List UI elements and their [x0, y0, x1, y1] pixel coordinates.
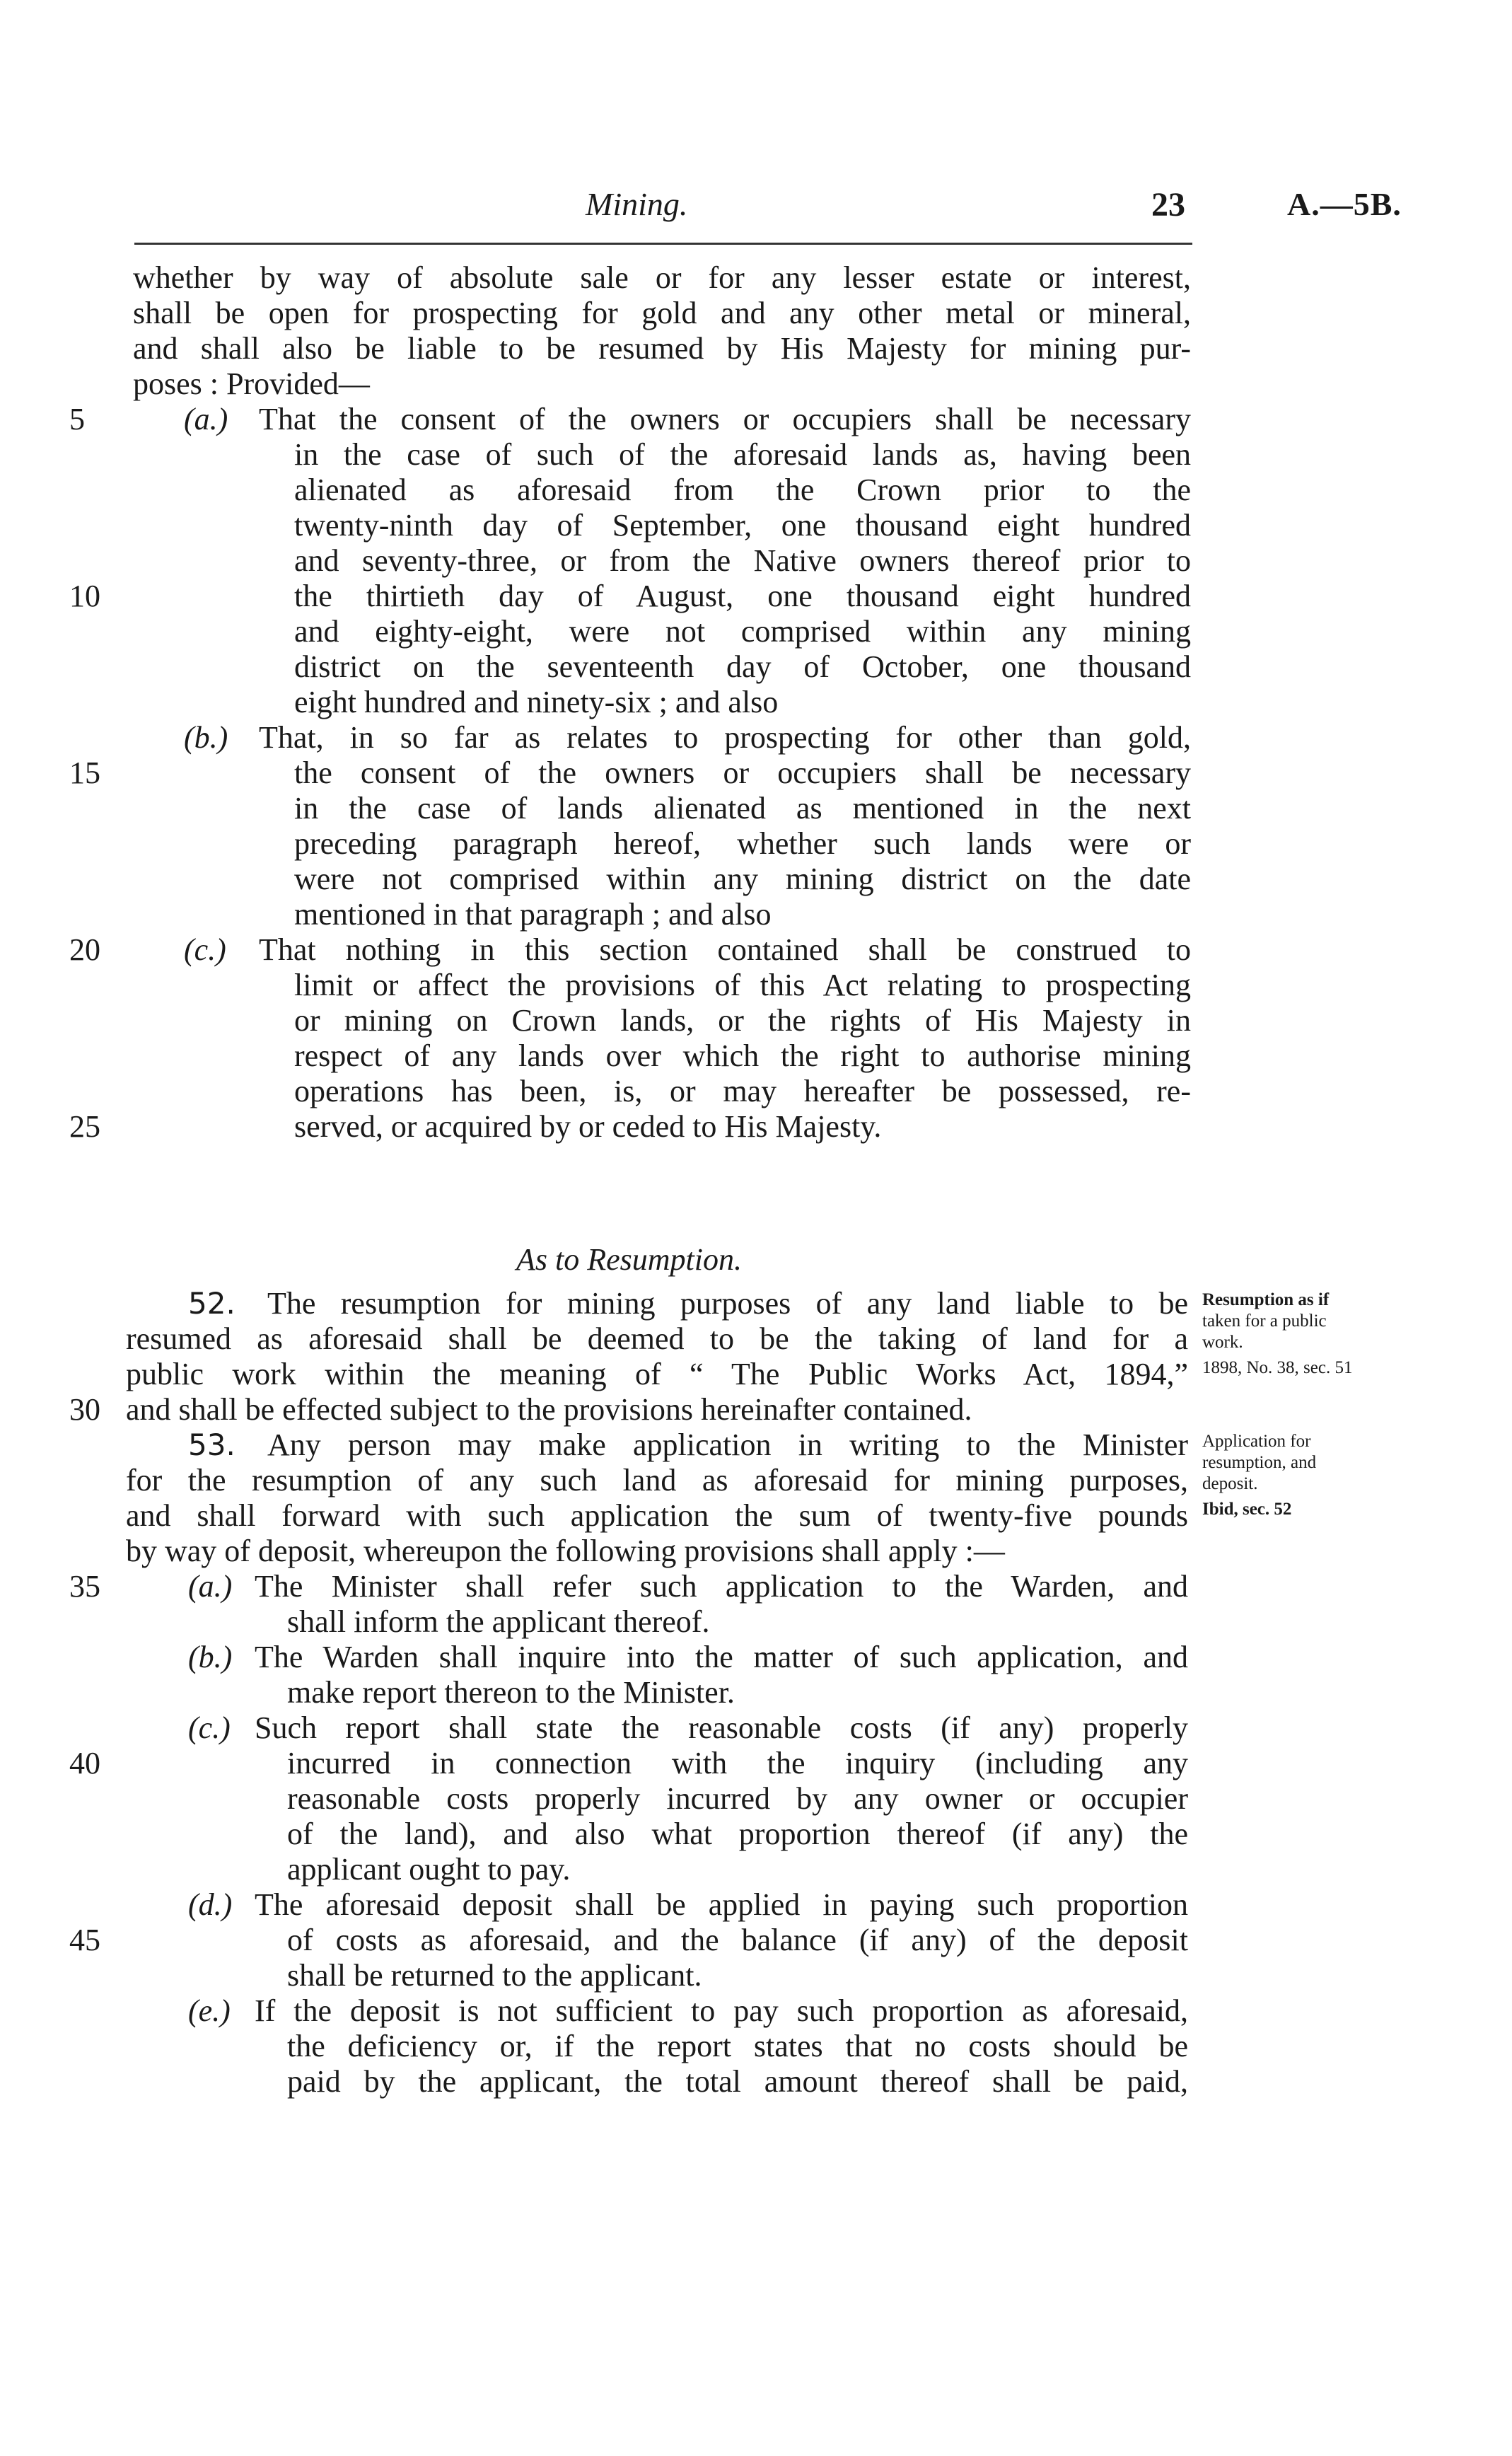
item-label: (c.): [188, 1710, 231, 1745]
text-line: shall be open for prospecting for gold and any other metal or mineral,: [133, 296, 1191, 330]
text-line: The resumption for mining purposes of any land liable to be: [267, 1286, 1188, 1321]
text-line: respect of any lands over which the right to authorise mining: [294, 1038, 1191, 1073]
text-line: eight hundred and ninety-six ; and also: [294, 685, 779, 719]
running-title: Mining.: [586, 186, 688, 222]
text-line: Such report shall state the reasonable costs (if any) properly: [255, 1710, 1188, 1745]
note-line: 1898, No. 38, sec. 51: [1202, 1358, 1353, 1377]
proviso-label: (c.): [184, 932, 226, 967]
text-line: and eighty-eight, were not comprised within any mining: [294, 614, 1191, 649]
line-number: 5: [69, 402, 85, 436]
note-line: Ibid, sec. 52: [1202, 1500, 1292, 1519]
text-line: of the land), and also what proportion thereof (if any) the: [287, 1817, 1188, 1851]
note-line: Application for: [1202, 1432, 1311, 1451]
line-number: 25: [69, 1109, 100, 1144]
text-line: preceding paragraph hereof, whether such lands were or: [294, 826, 1191, 861]
text-line: The aforesaid deposit shall be applied in paying such proportion: [255, 1887, 1188, 1922]
text-line: in the case of such of the aforesaid lands as, having been: [294, 437, 1191, 472]
line-number: 10: [69, 579, 100, 613]
line-number: 30: [69, 1392, 100, 1427]
text-line: reasonable costs properly incurred by any owner or occupier: [287, 1781, 1188, 1816]
text-line: public work within the meaning of “ The Public Works Act, 1894,”: [126, 1357, 1188, 1391]
header-rule: [134, 243, 1192, 245]
text-line: by way of deposit, whereupon the following provisions shall apply :—: [126, 1534, 1005, 1568]
text-line: in the case of lands alienated as mentioned in the next: [294, 791, 1191, 826]
text-line: shall inform the applicant thereof.: [287, 1604, 710, 1639]
text-line: whether by way of absolute sale or for any lesser estate or interest,: [133, 260, 1191, 295]
text-line: mentioned in that paragraph ; and also: [294, 897, 772, 932]
text-line: operations has been, is, or may hereafter be possessed, re-: [294, 1074, 1191, 1108]
text-line: applicant ought to pay.: [287, 1852, 571, 1887]
text-line: and shall forward with such application the sum of twenty-five pounds: [126, 1498, 1188, 1533]
proviso-label: (b.): [184, 720, 228, 755]
note-line: work.: [1202, 1333, 1243, 1352]
marginal-note-53: [1202, 1431, 1316, 1520]
text-line: Any person may make application in writing to the Minister: [267, 1427, 1188, 1462]
proviso-label: (a.): [184, 402, 228, 436]
item-label: (b.): [188, 1640, 233, 1674]
note-line: resumption, and: [1202, 1453, 1317, 1472]
text-line: and shall be effected subject to the provisions hereinafter contained.: [126, 1392, 972, 1427]
page-number: 23: [1151, 186, 1185, 224]
text-line: That the consent of the owners or occupiers shall be necessary: [259, 402, 1191, 436]
text-line: alienated as aforesaid from the Crown prior to the: [294, 473, 1191, 507]
note-line: Resumption as if: [1202, 1290, 1330, 1309]
text-line: were not comprised within any mining district on the date: [294, 862, 1191, 896]
line-number: 35: [69, 1569, 100, 1604]
text-line: the thirtieth day of August, one thousand eight hundred: [294, 579, 1191, 613]
note-line: deposit.: [1202, 1474, 1258, 1493]
text-line: If the deposit is not sufficient to pay such proportion as aforesaid,: [255, 1993, 1188, 2028]
text-line: resumed as aforesaid shall be deemed to be the taking of land for a: [126, 1321, 1188, 1356]
text-line: paid by the applicant, the total amount thereof shall be paid,: [287, 2064, 1188, 2099]
text-line: poses : Provided—: [133, 366, 370, 401]
line-number: 40: [69, 1746, 100, 1780]
text-line: for the resumption of any such land as aforesaid for mining purposes,: [126, 1463, 1188, 1498]
text-line: of costs as aforesaid, and the balance (if any) of the deposit: [287, 1923, 1188, 1957]
section-number: 52.: [188, 1286, 235, 1321]
line-number: 45: [69, 1923, 100, 1957]
item-label: (a.): [188, 1569, 233, 1604]
item-label: (e.): [188, 1993, 231, 2028]
text-line: twenty-ninth day of September, one thousand eight hundred: [294, 508, 1191, 543]
text-line: or mining on Crown lands, or the rights of His Majesty in: [294, 1003, 1191, 1038]
text-line: and shall also be liable to be resumed by His Majesty for mining pur-: [133, 331, 1191, 366]
text-line: the deficiency or, if the report states that no costs should be: [287, 2029, 1188, 2063]
text-line: The Warden shall inquire into the matter of such application, and: [255, 1640, 1188, 1674]
text-line: district on the seventeenth day of October, one thousand: [294, 649, 1191, 684]
text-line: The Minister shall refer such application to the Warden, and: [255, 1569, 1188, 1604]
text-line: served, or acquired by or ceded to His Majesty.: [294, 1109, 882, 1144]
item-label: (d.): [188, 1887, 233, 1922]
section-number: 53.: [188, 1427, 235, 1462]
marginal-note-52: [1202, 1290, 1352, 1379]
text-line: limit or affect the provisions of this Act relating to prospecting: [294, 968, 1191, 1002]
text-line: That, in so far as relates to prospecting for other than gold,: [259, 720, 1191, 755]
text-line: make report thereon to the Minister.: [287, 1675, 735, 1710]
text-line: shall be returned to the applicant.: [287, 1958, 702, 1993]
text-line: the consent of the owners or occupiers shall be necessary: [294, 755, 1191, 790]
line-number: 20: [69, 932, 100, 967]
line-number: 15: [69, 755, 100, 790]
text-line: and seventy-three, or from the Native owners thereof prior to: [294, 543, 1191, 578]
document-reference: A.—5B.: [1287, 186, 1402, 222]
text-line: incurred in connection with the inquiry (including any: [287, 1746, 1188, 1780]
section-heading: As to Resumption.: [516, 1242, 742, 1277]
note-line: taken for a public: [1202, 1311, 1327, 1331]
text-line: That nothing in this section contained shall be construed to: [259, 932, 1191, 967]
